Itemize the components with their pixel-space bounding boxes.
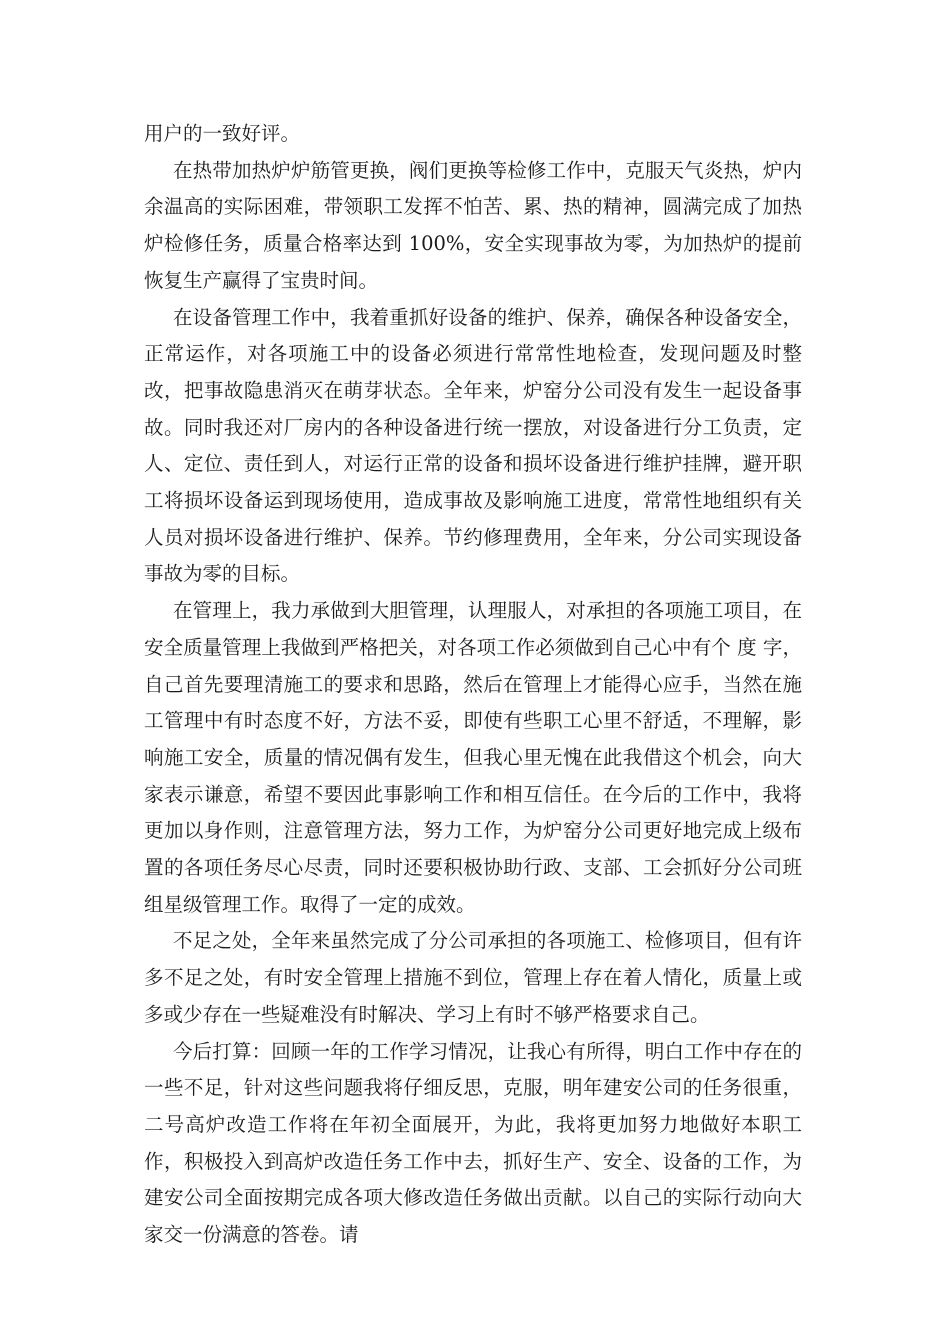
document-body bbox=[144, 116, 802, 1254]
paragraph-furnace-repair: 在热带加热炉炉筋管更换，阀们更换等检修工作中，克服天气炎热，炉内余温高的实际困难，带领职工发挥不怕苦、累、热的精神，圆满完成了加热炉检修任务，质量合格率达到 100%，安全实现事故为零，为加热炉的提前恢复生产赢得了宝贵时间。 bbox=[144, 158, 802, 292]
paragraph-future-plans: 今后打算：回顾一年的工作学习情况，让我心有所得，明白工作中存在的一些不足，针对这些问题我将仔细反思，克服，明年建安公司的任务很重，二号高炉改造工作将在年初全面展开，为此，我将更加努力地做好本职工作，积极投入到高炉改造任务工作中去，抓好生产、安全、设备的工作，为建安公司全面按期完成各项大修改造任务做出贡献。以自己的实际行动向大家交一份满意的答卷。请 bbox=[144, 1039, 802, 1247]
paragraph-equipment-management: 在设备管理工作中，我着重抓好设备的维护、保养，确保各种设备安全，正常运作，对各项施工中的设备必须进行常常性地检查，发现问题及时整改，把事故隐患消灭在萌芽状态。全年来，炉窑分公司没有发生一起设备事故。同时我还对厂房内的各种设备进行统一摆放，对设备进行分工负责，定人、定位、责任到人，对运行正常的设备和损坏设备进行维护挂牌，避开职工将损坏设备运到现场使用，造成事故及影响施工进度，常常性地组织有关人员对损坏设备进行维护、保养。节约修理费用，全年来，分公司实现设备事故为零的目标。 bbox=[144, 305, 802, 586]
paragraph-management: 在管理上，我力承做到大胆管理，认理服人，对承担的各项施工项目，在安全质量管理上我做到严格把关，对各项工作必须做到自己心中有个 度 字，自己首先要理清施工的要求和思路，然后在管理上才能得心应手，当然在施工管理中有时态度不好，方法不妥，即使有些职工心里不舒适，不理解，影响施工安全，质量的情况偶有发生，但我心里无愧在此我借这个机会，向大家表示谦意，希望不要因此事影响工作和相互信任。在今后的工作中，我将更加以身作则，注意管理方法，努力工作，为炉窑分公司更好地完成上级布置的各项任务尽心尽责，同时还要积极协助行政、支部、工会抓好分公司班组星级管理工作。取得了一定的成效。 bbox=[144, 599, 802, 916]
paragraph-continuation: 用户的一致好评。 bbox=[144, 122, 301, 145]
paragraph-shortcomings: 不足之处，全年来虽然完成了分公司承担的各项施工、检修项目，但有许多不足之处，有时安全管理上措施不到位，管理上存在着人情化，质量上或多或少存在一些疑难没有时解决、学习上有时不够严格要求自己。 bbox=[144, 929, 802, 1026]
